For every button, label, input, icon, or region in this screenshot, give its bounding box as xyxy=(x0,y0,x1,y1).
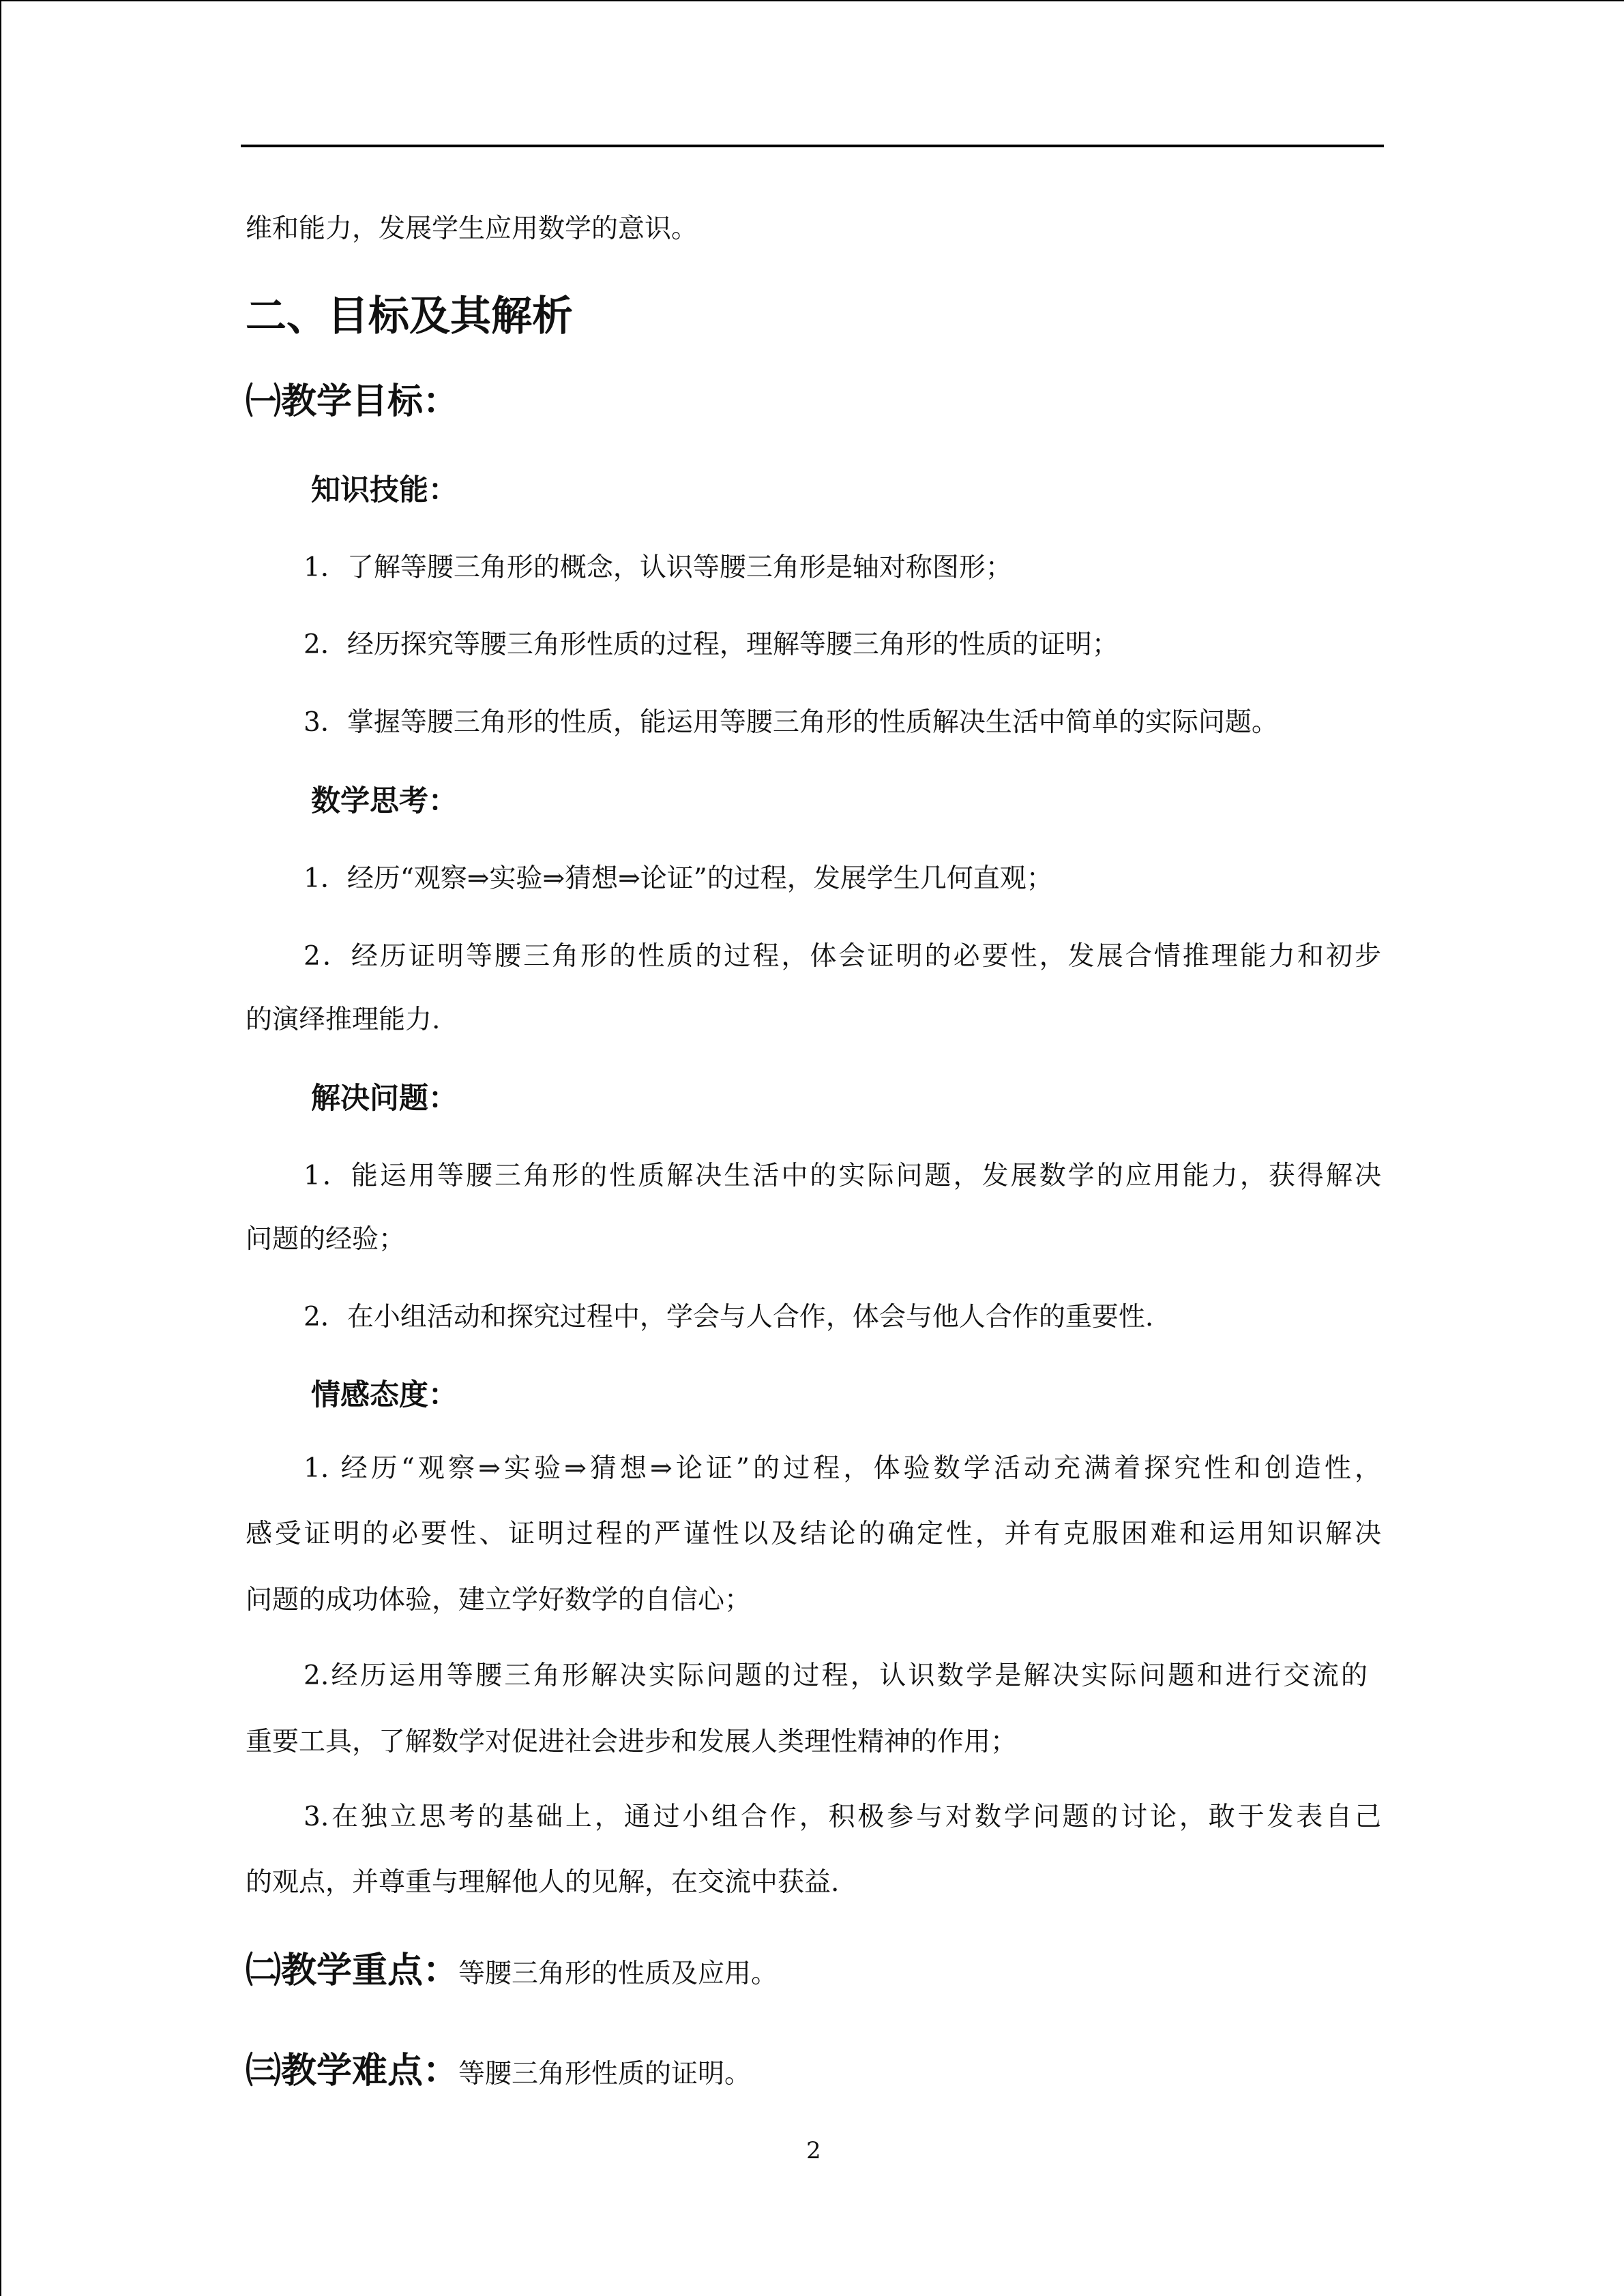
problem-item-1-line-1: 1．能运用等腰三角形的性质解决生活中的实际问题，发展数学的应用能力，获得解决 xyxy=(304,1161,1381,1191)
key-point-label: ㈡教学重点： xyxy=(246,1950,459,1991)
key-point-line xyxy=(246,1950,778,1991)
section-title: 二、目标及其解析 xyxy=(246,293,573,340)
continuation-text: 维和能力，发展学生应用数学的意识。 xyxy=(246,213,698,244)
knowledge-item-1: 1．了解等腰三角形的概念，认识等腰三角形是轴对称图形； xyxy=(304,552,1012,583)
attitude-item-3-line-2: 的观点，并尊重与理解他人的见解，在交流中获益. xyxy=(246,1867,840,1898)
difficulty-text: 等腰三角形性质的证明。 xyxy=(458,2059,752,2089)
knowledge-item-2: 2．经历探究等腰三角形性质的过程，理解等腰三角形的性质的证明； xyxy=(304,629,1119,660)
thinking-item-2-line-2: 的演绎推理能力. xyxy=(246,1004,441,1035)
key-point-text: 等腰三角形的性质及应用。 xyxy=(458,1958,778,1989)
problem-solving-heading: 解决问题： xyxy=(311,1082,458,1116)
attitude-item-2-line-1: 2.经历运用等腰三角形解决实际问题的过程，认识数学是解决实际问题和进行交流的 xyxy=(304,1660,1368,1691)
page-number: 2 xyxy=(806,2137,821,2164)
difficulty-label: ㈢教学难点： xyxy=(246,2051,459,2091)
thinking-item-2-line-1: 2．经历证明等腰三角形的性质的过程，体会证明的必要性，发展合情推理能力和初步 xyxy=(304,941,1381,972)
attitude-heading: 情感态度： xyxy=(311,1378,458,1412)
attitude-item-1-line-2: 感受证明的必要性、证明过程的严谨性以及结论的确定性，并有克服困难和运用知识解决 xyxy=(246,1519,1381,1549)
thinking-item-1: 1．经历“观察⇒实验⇒猜想⇒论证”的过程，发展学生几何直观； xyxy=(304,863,1053,894)
problem-item-2: 2．在小组活动和探究过程中，学会与人合作，体会与他人合作的重要性. xyxy=(304,1302,1154,1332)
attitude-item-1-line-3: 问题的成功体验，建立学好数学的自信心； xyxy=(246,1585,752,1615)
attitude-item-2-line-2: 重要工具，了解数学对促进社会进步和发展人类理性精神的作用； xyxy=(246,1727,1018,1757)
attitude-item-3-line-1: 3.在独立思考的基础上，通过小组合作，积极参与对数学问题的讨论，敢于发表自己 xyxy=(304,1802,1381,1832)
difficulty-line xyxy=(246,2053,751,2089)
problem-item-1-line-2: 问题的经验； xyxy=(246,1224,406,1255)
attitude-item-1-line-1: 1. 经历“观察⇒实验⇒猜想⇒论证”的过程，体验数学活动充满着探究性和创造性， xyxy=(304,1453,1381,1484)
math-thinking-heading: 数学思考： xyxy=(311,784,458,818)
knowledge-skills-heading: 知识技能： xyxy=(311,473,458,507)
header-rule xyxy=(241,145,1384,147)
teaching-goals-title: ㈠教学目标： xyxy=(246,381,459,422)
knowledge-item-3: 3．掌握等腰三角形的性质，能运用等腰三角形的性质解决生活中简单的实际问题。 xyxy=(304,707,1278,738)
